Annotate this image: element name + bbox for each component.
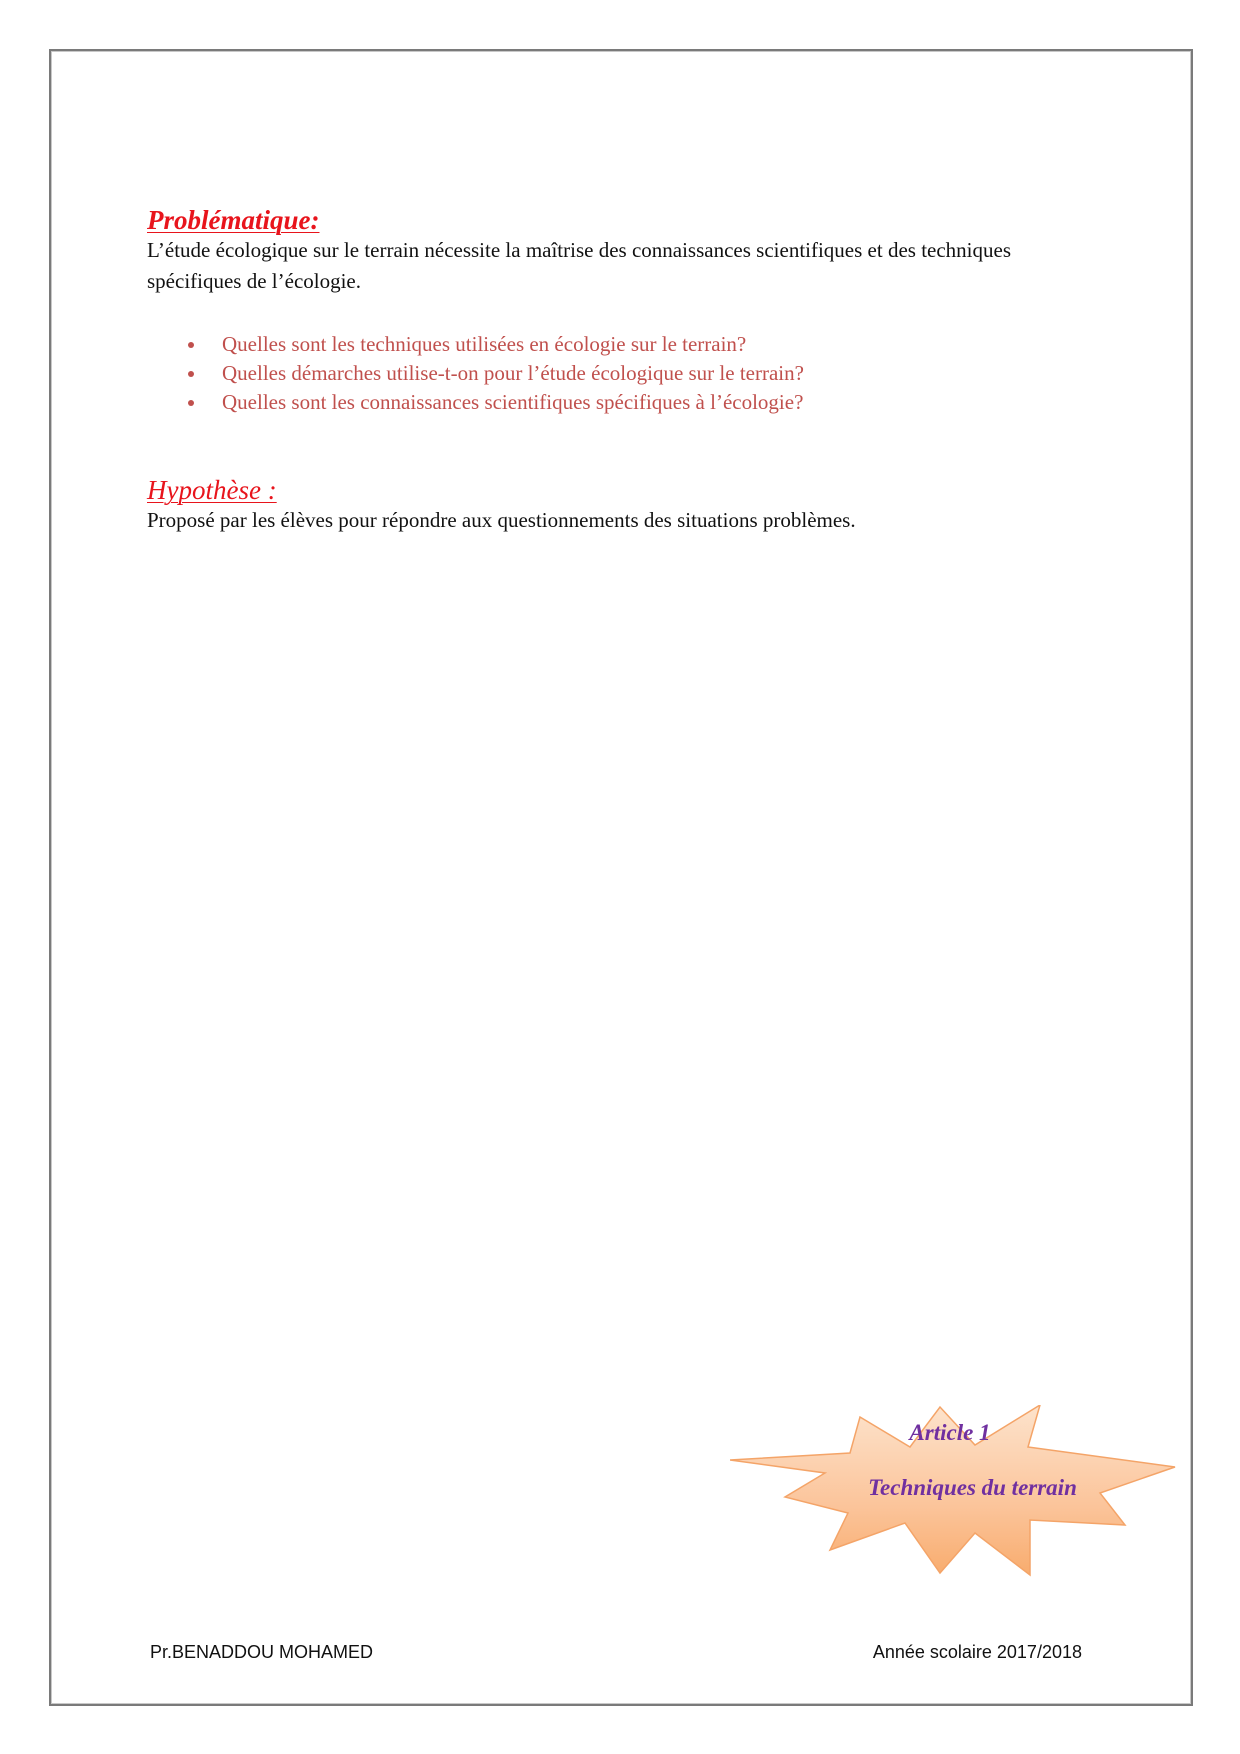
footer-author: Pr.BENADDOU MOHAMED — [150, 1642, 374, 1662]
list-item — [147, 330, 1107, 359]
bullet-icon — [188, 371, 194, 377]
article-number: Article 1 — [909, 1420, 991, 1445]
problematique-text: L’étude écologique sur le terrain nécessite la maîtrise des connaissances scientifiques et des techniques spécifiques de l’écologie. — [147, 238, 1012, 293]
article-title: Techniques du terrain — [868, 1475, 1077, 1500]
hypothese-heading: Hypothèse : — [147, 475, 277, 505]
problematique-heading: Problématique: — [147, 205, 320, 235]
list-item — [147, 388, 1107, 417]
question-text: Quelles sont les connaissances scientifiques spécifiques à l’écologie? — [222, 390, 804, 414]
bullet-icon — [188, 400, 194, 406]
question-text: Quelles sont les techniques utilisées en écologie sur le terrain? — [222, 332, 747, 356]
question-text: Quelles démarches utilise-t-on pour l’étude écologique sur le terrain? — [222, 361, 804, 385]
questions-list — [147, 330, 1107, 417]
problematique-section — [147, 205, 1087, 297]
list-item — [147, 359, 1107, 388]
hypothese-section — [147, 475, 1087, 536]
hypothese-text: Proposé par les élèves pour répondre aux questionnements des situations problèmes. — [147, 508, 856, 532]
bullet-icon — [188, 342, 194, 348]
footer-year: Année scolaire 2017/2018 — [872, 1642, 1082, 1662]
